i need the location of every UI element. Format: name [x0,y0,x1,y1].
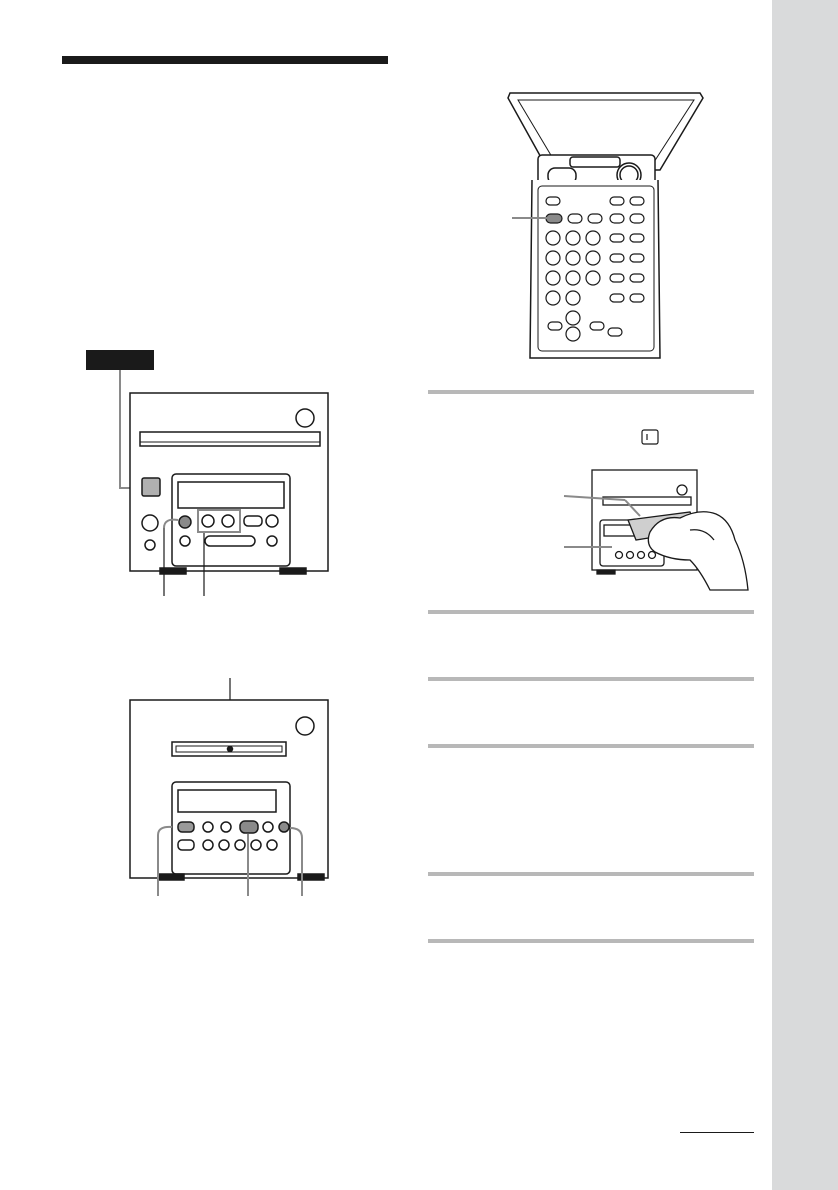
remote-button [546,197,560,205]
step-2-rule [428,610,754,614]
remote-button [630,197,644,205]
remote-button [610,254,624,262]
remote-number-button [566,251,580,265]
remote-number-button [546,251,560,265]
chapter-side-tab [772,0,838,1190]
remote-number-button [566,231,580,245]
remote-button [630,254,644,262]
remote-button [610,197,624,205]
remote-number-button [586,271,600,285]
remote-button [610,214,624,223]
step-5-rule [428,872,754,876]
remote-number-button [566,311,580,325]
remote-button [568,214,582,223]
remote-button [608,328,622,336]
remote-number-button [546,271,560,285]
remote-number-button [546,231,560,245]
remote-number-button [566,327,580,341]
section-title-rule [62,56,388,64]
step-4-rule [428,744,754,748]
remote-number-button [546,291,560,305]
power-callout-label [86,350,154,370]
step-1-rule [428,390,754,394]
remote-number-button [566,291,580,305]
remote-button [588,214,602,223]
remote-button [630,294,644,302]
remote-number-button [566,271,580,285]
remote-button [548,322,562,330]
remote-button [590,322,604,330]
remote-button [610,234,624,242]
step-3-rule [428,677,754,681]
remote-button [610,274,624,282]
continued-rule [680,1132,754,1133]
remote-button [630,214,644,223]
remote-button [630,274,644,282]
remote-button [630,234,644,242]
remote-button [610,294,624,302]
remote-number-button [586,231,600,245]
remote-button [546,214,562,223]
step-6-rule [428,939,754,943]
remote-number-button [586,251,600,265]
